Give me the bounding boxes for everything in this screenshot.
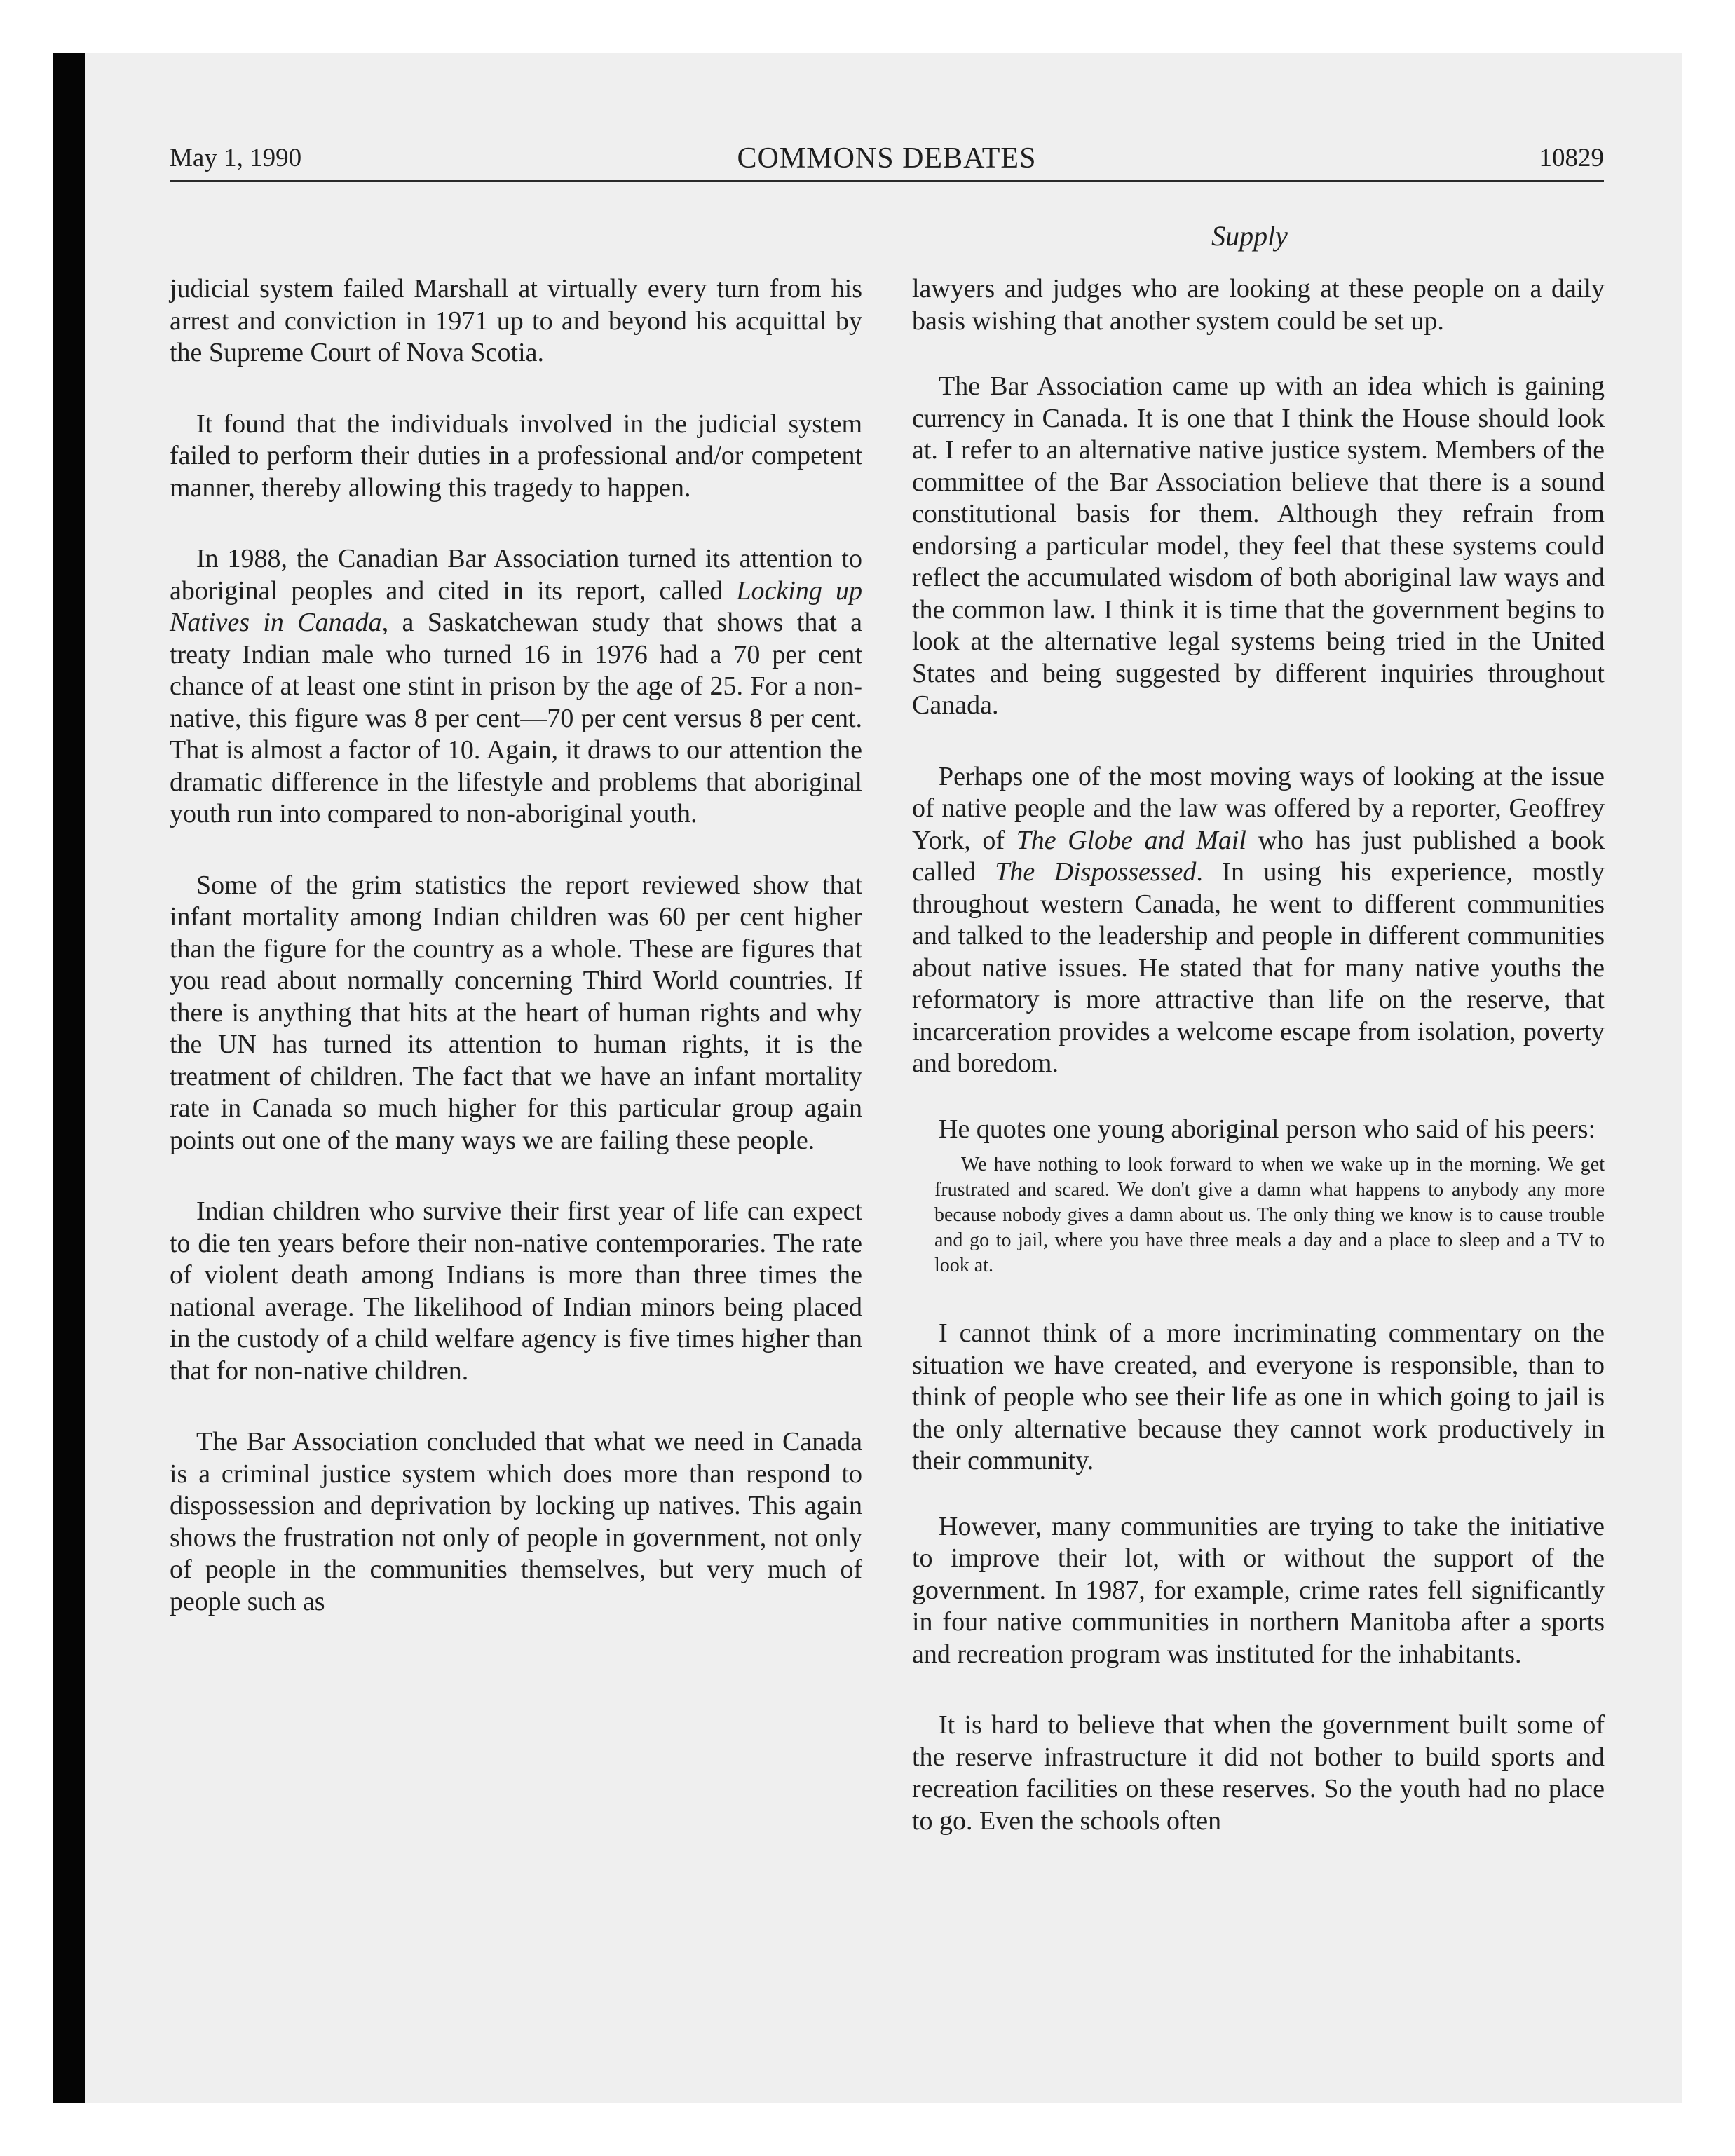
header-page-number: 10829 [1539,144,1604,172]
paragraph-text: , a Saskatchewan study that shows that a treaty Indian male who turned 16 in 1976 had a 70 per cent chance of at least one stint in prison by the age of 25. For a non-native, this figure was 8 per cent—70 per cent versus 8 per cent. That is almost a factor of 10. Again, it draws to our attention the dramatic difference in the lifestyle and problems that aboriginal youth run into compared to non-aboriginal youth. [170,608,863,828]
paragraph [912,761,1605,1080]
document-page [170,137,1605,1836]
book-title: The Dispossessed [995,857,1197,887]
paragraph: I cannot think of a more incriminating commentary on the situation we have created, and everyone is responsible, than to think of people who see their life as one in which going to jail is the only alternative because they cannot work productively in their community. [912,1318,1605,1475]
block-quote: We have nothing to look forward to when we wake up in the morning. We get frustrated and scared. We don't give a damn what happens to anybody any more because nobody gives a damn about us. The only thing we know is to cause trouble and go to jail, where you have three meals a day and a place to sleep and a TV to look at. [934,1154,1605,1276]
scan-edge-bar [53,53,85,2103]
newspaper-title: The Globe and Mail [1016,825,1246,855]
paragraph [170,543,862,831]
paragraph: judicial system failed Marshall at virtually every turn from his arrest and conviction in 1971 up to and beyond his acquittal by the Supreme Court of Nova Scotia. [170,274,862,367]
paragraph: It found that the individuals involved in the judicial system failed to perform their duties in a professional and/or competent manner, thereby allowing this tragedy to happen. [170,409,862,503]
section-label: Supply [1211,220,1288,252]
paragraph: Indian children who survive their first year of life can expect to die ten years before their non-native contemporaries. The rate of violent death among Indians is more than three times the national average. The likelihood of Indian minors being placed in the custody of a child welfare agency is five times higher than that for non-native children. [170,1196,862,1386]
report-title: Locking up Natives in Canada [170,575,862,637]
header-date: May 1, 1990 [170,144,302,172]
paragraph: The Bar Association came up with an idea which is gaining currency in Canada. It is one that I think the House should look at. I refer to an alternative native justice system. Members of the committee of the Bar Association believe that there is a sound constitutional basis for them. Although they refrain from endorsing a particular model, they feel that these systems could reflect the accumulated wisdom of both aboriginal law ways and the common law. I think it is time that the government begins to look at the alternative legal systems being tried in the United States and being suggested by different inquiries throughout Canada. [912,371,1605,720]
paragraph: Some of the grim statistics the report reviewed show that infant mortality among Indian children was 60 per cent higher than the figure for the country as a whole. These are figures that you read about normally concerning Third World countries. If there is anything that hits at the heart of human rights and why the UN has turned its attention to human rights, it is the treatment of children. The fact that we have an infant mortality rate in Canada so much higher for this particular group again points out one of the many ways we are failing these people. [170,870,862,1155]
paragraph: The Bar Association concluded that what we need in Canada is a criminal justice system which does more than respond to dispossession and deprivation by locking up natives. This again shows the frustration not only of people in government, not only of people in the communities themselves, but very much of people such as [170,1427,862,1616]
header-title: COMMONS DEBATES [737,142,1037,175]
paragraph: It is hard to believe that when the government built some of the reserve infrastructure it did not bother to build sports and recreation facilities on these reserves. So the youth had no place to go. Even the schools often [912,1710,1605,1836]
paragraph-text: . In using his experience, mostly throughout western Canada, he went to different communities and talked to the leadership and people in different communities about native issues. He stated that for many native youths the reformatory is more attractive than life on the reserve, that incarceration provides a welcome escape from isolation, poverty and boredom. [912,857,1605,1078]
paragraph-text: In 1988, the Canadian Bar Association turned its attention to aboriginal peoples and cited in its report, called [170,544,862,606]
right-column [912,273,1605,1837]
paragraph-text: who has just published a book called [912,825,1605,887]
page-header [170,137,1604,182]
paragraph-text: Perhaps one of the most moving ways of looking at the issue of native people and the law was offered by a reporter, Geoffrey York, of [912,761,1605,855]
paragraph: However, many communities are trying to take the initiative to improve their lot, with or without the support of the government. In 1987, for example, crime rates fell significantly in four native communities in northern Manitoba after a sports and recreation program was instituted for the inhabitants. [912,1511,1605,1669]
paragraph: He quotes one young aboriginal person who said of his peers: [939,1114,1596,1144]
left-column [170,273,862,1618]
paragraph: lawyers and judges who are looking at these people on a daily basis wishing that another system could be set up. [912,274,1605,336]
